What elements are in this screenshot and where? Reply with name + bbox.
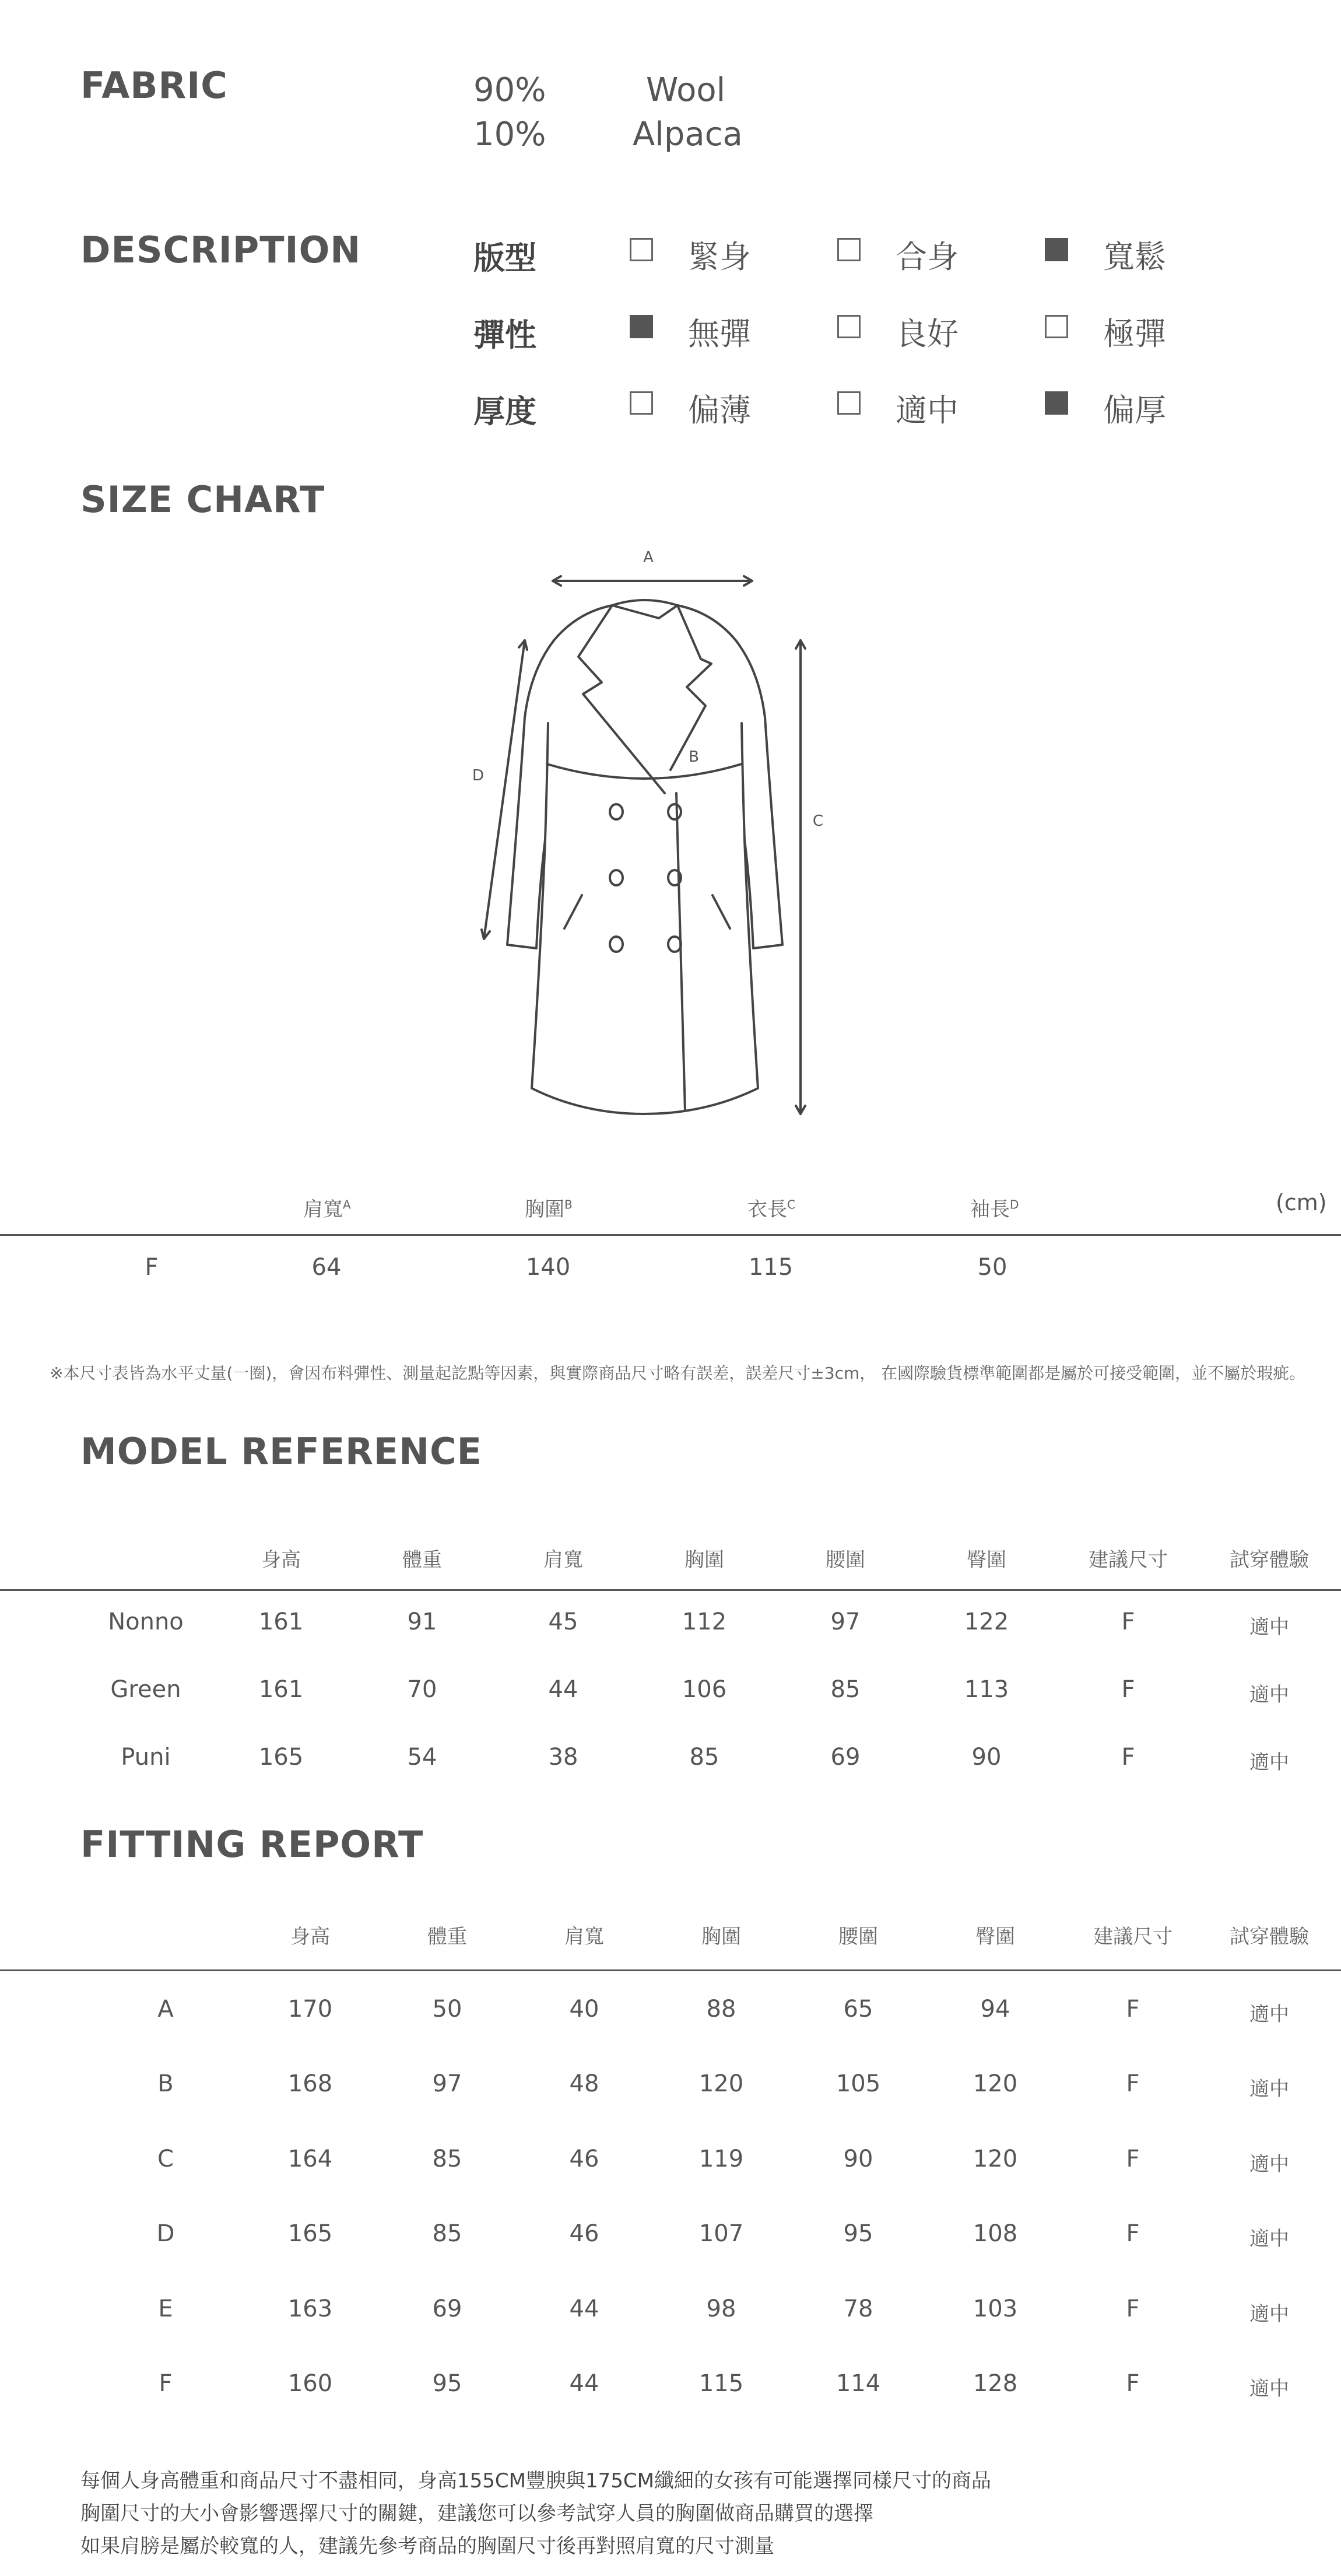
checkbox [630, 391, 653, 415]
description-option-label: 無彈 [688, 316, 751, 352]
size-chart-divider [0, 1234, 1341, 1236]
fitting-report-cell: 95 [843, 2220, 873, 2247]
fitting-report-cell: 適中 [1249, 2153, 1289, 2176]
fitting-report-header: 胸圍 [701, 1925, 741, 1948]
description-option-label: 偏薄 [688, 392, 751, 429]
model-reference-header: 建議尺寸 [1089, 1548, 1168, 1572]
model-reference-cell: 69 [830, 1744, 861, 1771]
fitting-report-cell: 88 [706, 1996, 736, 2023]
model-reference-cell: 適中 [1249, 1683, 1289, 1706]
footer-note-1: 每個人身高體重和商品尺寸不盡相同，身高155CM豐腴與175CM纖細的女孩有可能選擇同樣尺寸的商品 [80, 2469, 991, 2493]
fabric-pct-1: 90% [473, 71, 546, 109]
fitting-report-cell: 適中 [1249, 2227, 1289, 2251]
diagram-label-c: C [812, 812, 824, 830]
model-reference-cell: 112 [682, 1608, 727, 1635]
fitting-report-cell: 50 [432, 1996, 462, 2023]
model-reference-cell: F [1121, 1608, 1135, 1635]
fitting-report-cell: 適中 [1249, 2302, 1289, 2326]
model-reference-header: 肩寬 [543, 1548, 583, 1572]
description-option-label: 適中 [896, 392, 959, 429]
fitting-report-header: 臀圍 [975, 1925, 1015, 1948]
description-option-label: 合身 [896, 239, 959, 275]
fabric-material-2: Alpaca [633, 115, 743, 153]
coat-diagram [466, 537, 824, 1131]
fitting-report-cell: 94 [980, 1996, 1010, 2023]
fitting-report-cell: 85 [432, 2146, 462, 2172]
fitting-report-row-name: F [159, 2370, 173, 2397]
model-reference-cell: F [1121, 1676, 1135, 1703]
model-reference-header: 身高 [261, 1548, 301, 1572]
description-title: DESCRIPTION [80, 229, 361, 271]
fitting-report-cell: 120 [698, 2070, 744, 2097]
diagram-label-a: A [643, 549, 654, 566]
description-row-label: 彈性 [473, 317, 536, 353]
checked-box [1045, 238, 1068, 261]
description-row-label: 版型 [473, 240, 536, 276]
fitting-report-cell: F [1126, 1996, 1140, 2023]
size-row-sleeve: 50 [977, 1254, 1007, 1281]
fitting-report-cell: 114 [836, 2370, 881, 2397]
checkbox [837, 315, 861, 338]
fitting-report-header: 體重 [427, 1925, 467, 1948]
model-reference-cell: 161 [258, 1676, 304, 1703]
model-reference-header: 試穿體驗 [1230, 1548, 1309, 1572]
model-reference-cell: 45 [548, 1608, 578, 1635]
model-reference-row-name: Nonno [108, 1608, 184, 1635]
fitting-report-cell: 65 [843, 1996, 873, 2023]
fitting-report-cell: 119 [698, 2146, 744, 2172]
model-reference-row-name: Puni [121, 1744, 171, 1771]
size-header-chest: 胸圍$^B$ [525, 1197, 573, 1221]
fitting-report-cell: 98 [706, 2295, 736, 2322]
fitting-report-cell: 97 [432, 2070, 462, 2097]
size-chart-note: ※本尺寸表皆為水平丈量(一圈)，會因布料彈性、測量起訖點等因素，與實際商品尺寸略有誤差，誤差尺寸±3cm， 在國際驗貨標準範圍都是屬於可接受範圍，並不屬於瑕疵。 [50, 1364, 1306, 1383]
model-reference-cell: 85 [689, 1744, 719, 1771]
checkbox [837, 391, 861, 415]
fitting-report-cell: 120 [973, 2146, 1018, 2172]
fitting-report-cell: 78 [843, 2295, 873, 2322]
model-reference-header: 臀圍 [967, 1548, 1006, 1572]
fitting-report-cell: 46 [569, 2220, 599, 2247]
fitting-report-cell: 44 [569, 2295, 599, 2322]
fitting-report-header: 建議尺寸 [1093, 1925, 1173, 1948]
checkbox [837, 238, 861, 261]
model-reference-header: 胸圍 [684, 1548, 724, 1572]
size-row-shoulder: 64 [311, 1254, 342, 1281]
checkbox [1045, 315, 1068, 338]
model-reference-cell: 113 [964, 1676, 1009, 1703]
size-header-length: 衣長$^C$ [747, 1197, 795, 1221]
footer-note-3: 如果肩膀是屬於較寬的人，建議先參考商品的胸圍尺寸後再對照肩寬的尺寸測量 [80, 2535, 774, 2558]
fitting-report-cell: 90 [843, 2146, 873, 2172]
fitting-report-cell: 103 [973, 2295, 1018, 2322]
description-option-label: 良好 [896, 316, 959, 352]
model-reference-divider [0, 1589, 1341, 1591]
fitting-report-cell: 160 [287, 2370, 333, 2397]
fitting-report-cell: 120 [973, 2070, 1018, 2097]
fitting-report-cell: 128 [973, 2370, 1018, 2397]
description-option-label: 極彈 [1103, 316, 1166, 352]
fitting-report-row-name: B [157, 2070, 174, 2097]
model-reference-cell: 165 [258, 1744, 304, 1771]
fabric-material-1: Wool [646, 71, 726, 109]
fitting-report-cell: F [1126, 2220, 1140, 2247]
fitting-report-cell: F [1126, 2146, 1140, 2172]
size-row-length: 115 [748, 1254, 794, 1281]
model-reference-row-name: Green [110, 1676, 181, 1703]
model-reference-cell: 54 [407, 1744, 437, 1771]
model-reference-cell: 適中 [1249, 1751, 1289, 1774]
fitting-report-cell: 168 [287, 2070, 333, 2097]
diagram-label-d: D [472, 767, 485, 784]
fitting-report-row-name: D [156, 2220, 175, 2247]
fitting-report-cell: 108 [973, 2220, 1018, 2247]
fitting-report-header: 身高 [290, 1925, 330, 1948]
model-reference-cell: 85 [830, 1676, 861, 1703]
fitting-report-cell: 170 [287, 1996, 333, 2023]
fitting-report-cell: 163 [287, 2295, 333, 2322]
size-chart-title: SIZE CHART [80, 478, 325, 521]
diagram-label-b: B [689, 748, 699, 766]
model-reference-cell: 38 [548, 1744, 578, 1771]
model-reference-cell: 適中 [1249, 1615, 1289, 1639]
model-reference-cell: 90 [971, 1744, 1002, 1771]
checked-box [630, 315, 653, 338]
fitting-report-divider [0, 1969, 1341, 1971]
fitting-report-cell: 適中 [1249, 2377, 1289, 2400]
fitting-report-cell: 48 [569, 2070, 599, 2097]
fitting-report-row-name: E [158, 2295, 173, 2322]
size-row-chest: 140 [525, 1254, 571, 1281]
model-reference-header: 體重 [402, 1548, 442, 1572]
fitting-report-cell: 95 [432, 2370, 462, 2397]
size-header-shoulder: 肩寬$^A$ [303, 1197, 351, 1221]
fitting-report-cell: 69 [432, 2295, 462, 2322]
size-row-size: F [145, 1254, 159, 1281]
model-reference-cell: 70 [407, 1676, 437, 1703]
description-option-label: 寬鬆 [1103, 239, 1166, 275]
fabric-title: FABRIC [80, 64, 228, 107]
fitting-report-cell: F [1126, 2070, 1140, 2097]
fitting-report-cell: 165 [287, 2220, 333, 2247]
model-reference-cell: 44 [548, 1676, 578, 1703]
fitting-report-row-name: C [157, 2146, 174, 2172]
size-unit: (cm) [1276, 1190, 1327, 1215]
model-reference-cell: 91 [407, 1608, 437, 1635]
footer-note-2: 胸圍尺寸的大小會影響選擇尺寸的關鍵，建議您可以參考試穿人員的胸圍做商品購買的選擇 [80, 2502, 873, 2525]
checked-box [1045, 391, 1068, 415]
fitting-report-header: 腰圍 [838, 1925, 878, 1948]
fitting-report-header: 試穿體驗 [1230, 1925, 1309, 1948]
model-reference-cell: 97 [830, 1608, 861, 1635]
model-reference-cell: 161 [258, 1608, 304, 1635]
fitting-report-cell: F [1126, 2295, 1140, 2322]
fitting-report-row-name: A [157, 1996, 174, 2023]
description-option-label: 偏厚 [1103, 392, 1166, 429]
fitting-report-cell: 164 [287, 2146, 333, 2172]
fitting-report-cell: 115 [698, 2370, 744, 2397]
size-header-sleeve: 袖長$^D$ [970, 1197, 1019, 1221]
model-reference-cell: 122 [964, 1608, 1009, 1635]
fabric-pct-2: 10% [473, 115, 546, 153]
model-reference-cell: 106 [682, 1676, 727, 1703]
description-option-label: 緊身 [688, 239, 751, 275]
fitting-report-cell: 適中 [1249, 2077, 1289, 2101]
fitting-report-cell: 46 [569, 2146, 599, 2172]
fitting-report-cell: 107 [698, 2220, 744, 2247]
fitting-report-cell: F [1126, 2370, 1140, 2397]
checkbox [630, 238, 653, 261]
fitting-report-cell: 105 [836, 2070, 881, 2097]
fitting-report-title: FITTING REPORT [80, 1823, 424, 1866]
fitting-report-cell: 適中 [1249, 2003, 1289, 2026]
model-reference-title: MODEL REFERENCE [80, 1430, 482, 1473]
fitting-report-header: 肩寬 [564, 1925, 604, 1948]
fitting-report-cell: 85 [432, 2220, 462, 2247]
description-row-label: 厚度 [473, 393, 536, 430]
model-reference-cell: F [1121, 1744, 1135, 1771]
fitting-report-cell: 40 [569, 1996, 599, 2023]
fitting-report-cell: 44 [569, 2370, 599, 2397]
model-reference-header: 腰圍 [826, 1548, 865, 1572]
